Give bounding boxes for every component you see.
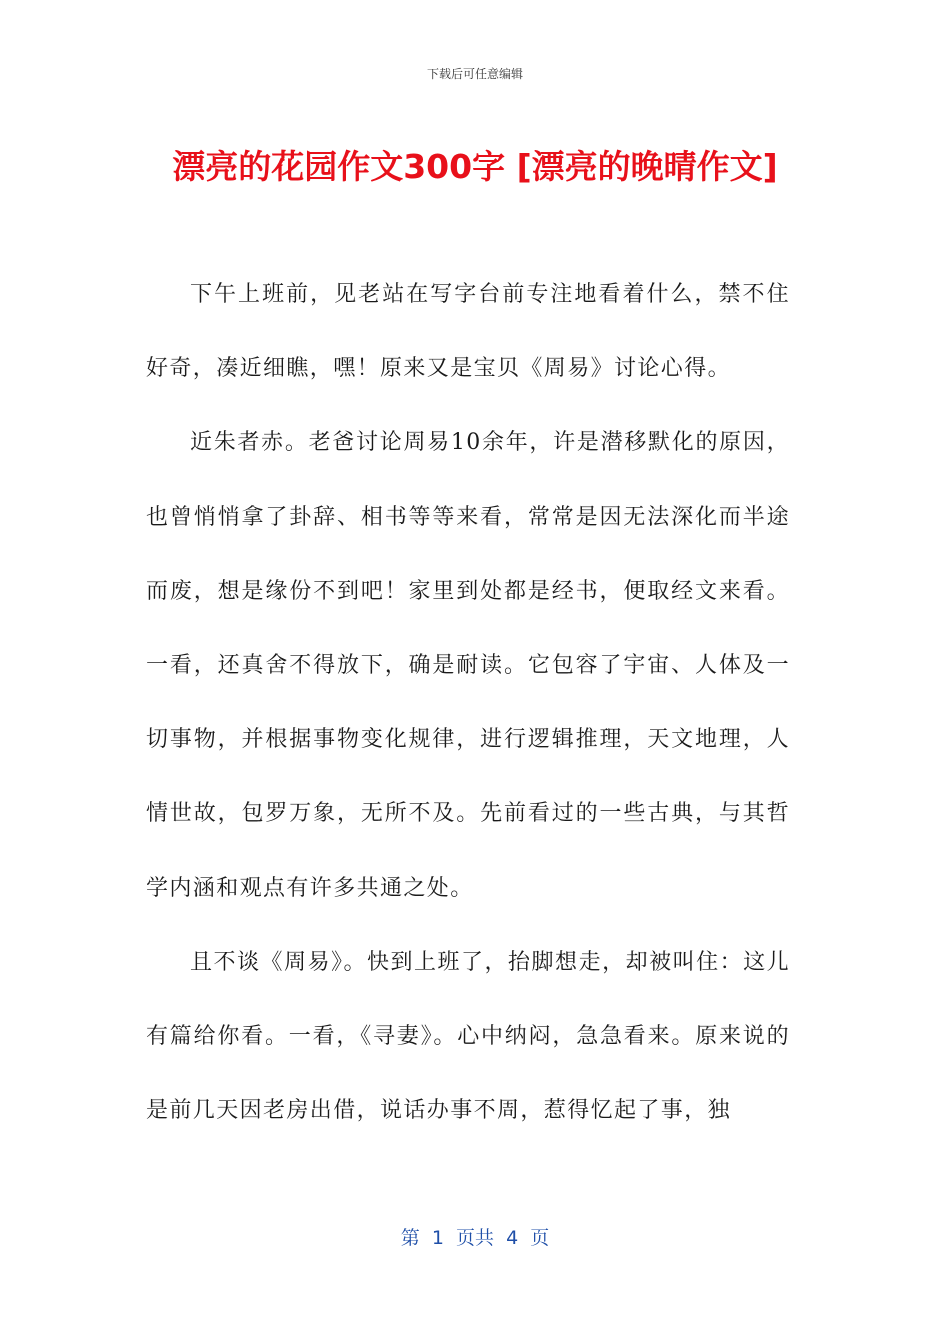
paragraph-3: 且不谈《周易》。快到上班了，抬脚想走，却被叫住：这儿有篇给你看。一看，《寻妻》。心中纳闷，急急看来。原来说的是前几天因老房出借，说话办事不周，惹得忆起了事，独 [146,949,790,1124]
paragraph-2: 近朱者赤。老爸讨论周易10余年，许是潜移默化的原因，也曾悄悄拿了卦辞、相书等等来看，常常是因无法深化而半途而废，想是缘份不到吧！家里到处都是经书，便取经文来看。一看，还真舍不得放下，确是耐读。它包容了宇宙、人体及一切事物，并根据事物变化规律，进行逻辑推理，天文地理，人情世故，包罗万象，无所不及。先前看过的一些古典，与其哲学内涵和观点有许多共通之处。 [146,430,790,901]
paragraph-1: 下午上班前，见老站在写字台前专注地看着什么，禁不住好奇，凑近细瞧，嘿！原来又是宝贝《周易》讨论心得。 [146,282,790,382]
page-header-note: 下载后可任意编辑 [426,67,523,81]
page-number-footer: 第 1 页共 4 页 [400,1227,550,1249]
document-body [146,258,790,1148]
document-title: 漂亮的花园作文300字 [漂亮的晚晴作文] [172,147,778,186]
